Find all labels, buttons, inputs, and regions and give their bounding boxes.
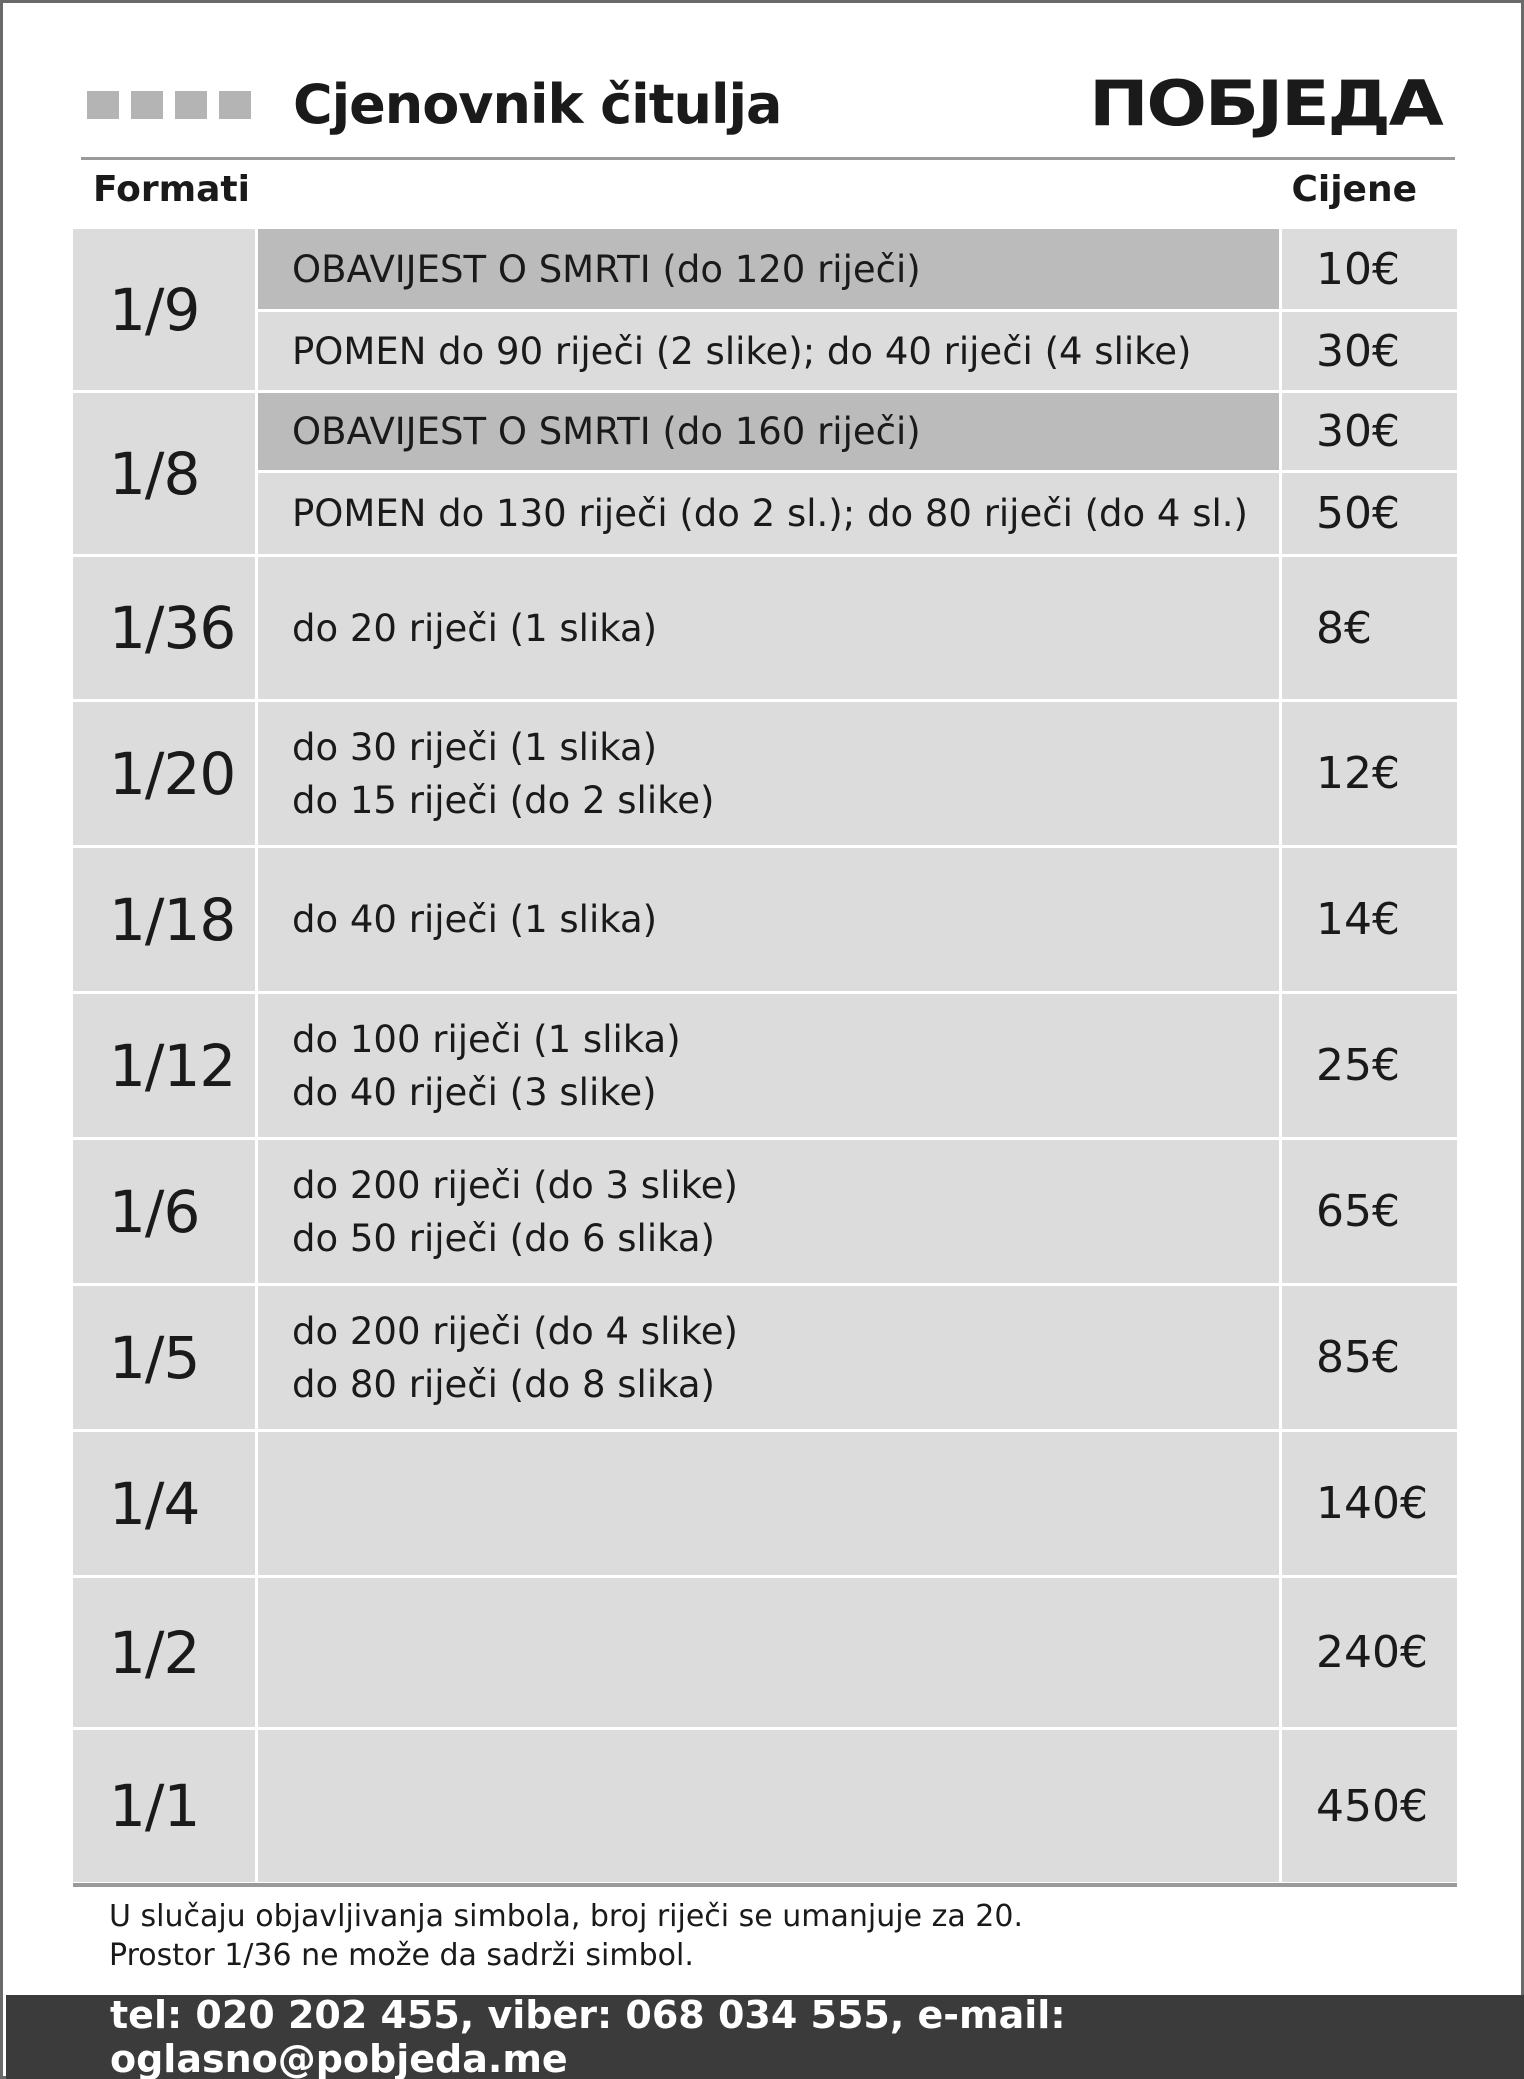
column-header-formats: Formati [93, 169, 250, 210]
description-cell [258, 393, 1282, 554]
sub-row [258, 473, 1279, 554]
description-cell [258, 557, 1282, 699]
table-row [73, 848, 1457, 994]
description-text: POMEN do 130 riječi (do 2 sl.); do 80 riječi (do 4 sl.) [292, 492, 1248, 535]
page-title: Cjenovnik čitulja [293, 73, 782, 136]
description-line: do 100 riječi (1 slika) [292, 1017, 681, 1061]
format-cell: 1/5 [73, 1286, 258, 1429]
price-cell: 8€ [1316, 602, 1372, 654]
format-cell: 1/8 [73, 393, 258, 554]
description-cell [258, 1730, 1282, 1882]
description-cell [258, 994, 1282, 1137]
format-cell: 1/18 [73, 848, 258, 991]
description-line: do 80 riječi (do 8 slika) [292, 1362, 715, 1406]
description-cell [258, 1140, 1282, 1283]
bottom-divider [73, 1883, 1457, 1887]
price-cell: 25€ [1316, 1040, 1400, 1091]
square-2 [131, 91, 163, 119]
description-line: do 50 riječi (do 6 slika) [292, 1216, 715, 1260]
column-header-prices: Cijene [1291, 169, 1417, 210]
description-cell [258, 1286, 1282, 1429]
table-row [73, 994, 1457, 1140]
format-cell: 1/36 [73, 557, 258, 699]
description-line: do 20 riječi (1 slika) [292, 606, 658, 650]
newspaper-logo: ПОБЈЕДА [1088, 67, 1441, 140]
description-cell [258, 1432, 1282, 1575]
table-row [73, 393, 1457, 557]
table-row [73, 1432, 1457, 1578]
square-1 [87, 91, 119, 119]
table-row [73, 557, 1457, 702]
contact-bar [6, 1995, 1524, 2079]
description-text: OBAVIJEST O SMRTI (do 160 riječi) [292, 410, 921, 453]
table-row [73, 1286, 1457, 1432]
description-text: POMEN do 90 riječi (2 slike); do 40 riječi (4 slike) [292, 329, 1192, 373]
square-4 [219, 91, 251, 119]
price-text: 50€ [1316, 488, 1400, 539]
table-row [73, 1578, 1457, 1730]
table-row [73, 1730, 1457, 1882]
description-line: do 15 riječi (do 2 slike) [292, 778, 715, 822]
price-cell: 450€ [1316, 1780, 1428, 1832]
price-text: 30€ [1316, 325, 1400, 377]
price-cell [1282, 229, 1457, 390]
footnote-line: Prostor 1/36 ne može da sadrži simbol. [109, 1938, 694, 1973]
price-cell: 65€ [1316, 1186, 1400, 1237]
price-text: 10€ [1282, 229, 1457, 312]
price-cell: 12€ [1316, 748, 1400, 799]
square-3 [175, 91, 207, 119]
format-cell: 1/6 [73, 1140, 258, 1283]
description-cell [258, 848, 1282, 991]
footnote [109, 1897, 1023, 1975]
price-cell: 14€ [1316, 894, 1400, 945]
description-line: do 40 riječi (3 slike) [292, 1070, 657, 1114]
description-cell [258, 229, 1282, 390]
decorative-squares [87, 91, 251, 119]
price-text: 30€ [1282, 393, 1457, 473]
description-cell [258, 1578, 1282, 1727]
contact-text: tel: 020 202 455, viber: 068 034 555, e-mail: oglasno@pobjeda.me [110, 1993, 1066, 2079]
footnote-line: U slučaju objavljivanja simbola, broj riječi se umanjuje za 20. [109, 1899, 1023, 1934]
sub-row [258, 312, 1279, 390]
description-line: do 200 riječi (do 3 slike) [292, 1163, 738, 1207]
format-cell: 1/4 [73, 1432, 258, 1575]
description-text: OBAVIJEST O SMRTI (do 120 riječi) [292, 247, 921, 291]
description-line: do 200 riječi (do 4 slike) [292, 1309, 738, 1353]
format-cell: 1/12 [73, 994, 258, 1137]
table-row [73, 702, 1457, 848]
top-divider [81, 157, 1455, 160]
price-cell [1282, 393, 1457, 554]
format-cell: 1/1 [73, 1730, 258, 1882]
description-line: do 30 riječi (1 slika) [292, 725, 658, 769]
description-cell [258, 702, 1282, 845]
price-cell: 85€ [1316, 1332, 1400, 1383]
format-cell: 1/2 [73, 1578, 258, 1727]
table-row [73, 1140, 1457, 1286]
format-cell: 1/9 [73, 229, 258, 390]
table-row [73, 229, 1457, 393]
description-line: do 40 riječi (1 slika) [292, 898, 658, 941]
sub-row [258, 229, 1279, 312]
price-cell: 140€ [1316, 1478, 1428, 1529]
format-cell: 1/20 [73, 702, 258, 845]
price-table [73, 229, 1457, 1882]
sub-row [258, 393, 1279, 473]
price-cell: 240€ [1316, 1627, 1428, 1678]
